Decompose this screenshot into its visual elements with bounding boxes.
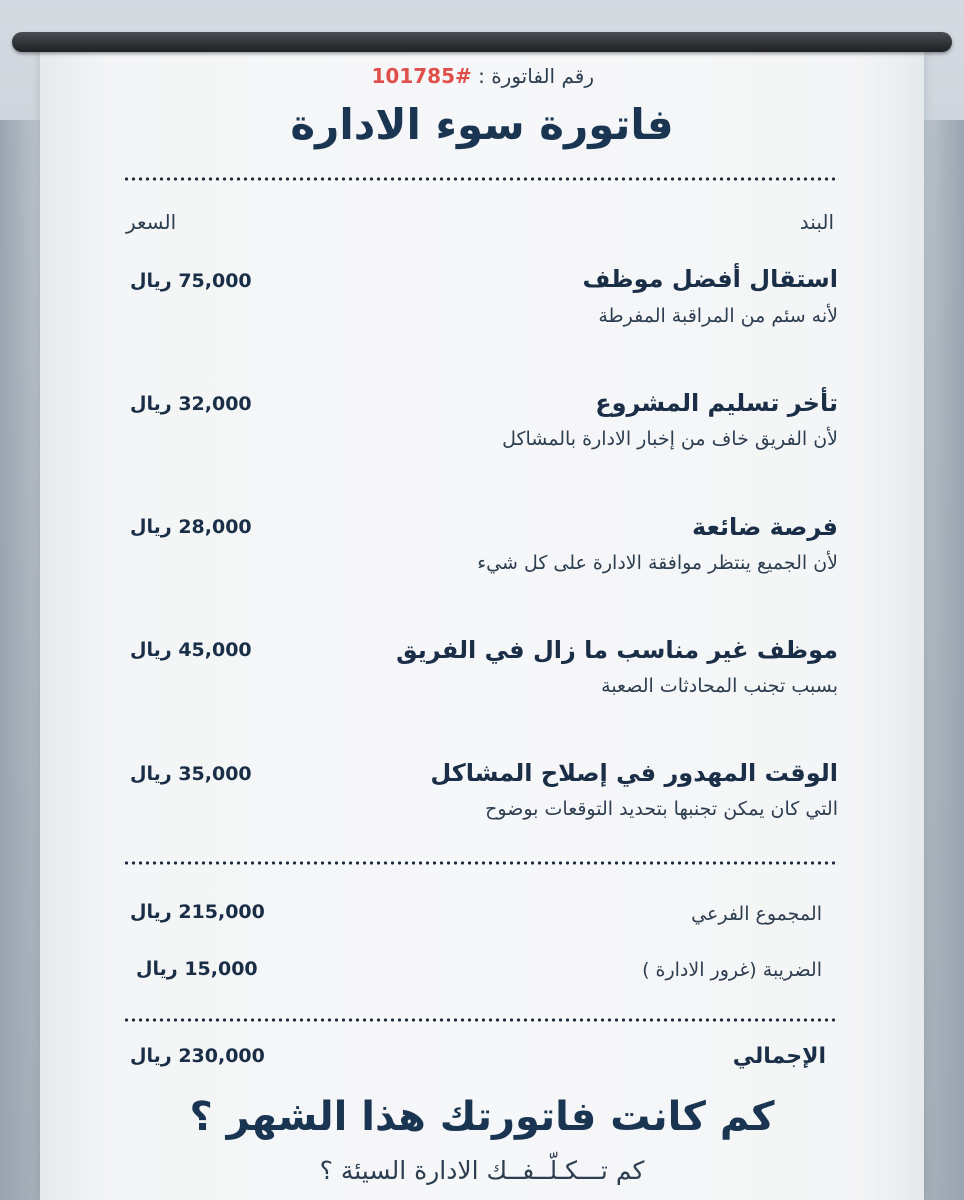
line-item-price: 28,000 ريال: [130, 516, 252, 538]
invoice-number-label: رقم الفاتورة :: [478, 64, 594, 88]
dotted-divider-middle: [123, 861, 839, 865]
tax-value: 15,000 ريال: [136, 958, 258, 980]
question-subheading: كم تـــكـلّــفــك الادارة السيئة ؟: [319, 1156, 645, 1185]
receipt-title: فاتورة سوء الادارة: [290, 100, 674, 149]
line-item-title: استقال أفضل موظف: [582, 265, 838, 293]
line-item-description: لأنه سئم من المراقبة المفرطة: [598, 305, 838, 327]
invoice-number: [371, 64, 594, 88]
total-label: الإجمالي: [732, 1044, 826, 1069]
line-item-description: لأن الجميع ينتظر موافقة الادارة على كل شيء: [477, 552, 838, 574]
line-item-price: 32,000 ريال: [130, 393, 252, 415]
column-header-item: البند: [799, 210, 834, 234]
line-item-price: 35,000 ريال: [130, 763, 252, 785]
subtotal-label: المجموع الفرعي: [691, 903, 822, 925]
dotted-divider-top: [123, 177, 839, 181]
line-item-title: تأخر تسليم المشروع: [595, 389, 838, 417]
question-heading: كم كانت فاتورتك هذا الشهر ؟: [189, 1094, 775, 1140]
line-item-description: بسبب تجنب المحادثات الصعبة: [601, 675, 838, 697]
line-item-title: موظف غير مناسب ما زال في الفريق: [396, 636, 838, 664]
printer-slot-bar: [12, 32, 952, 52]
line-item-price: 45,000 ريال: [130, 639, 252, 661]
dotted-divider-bottom: [123, 1018, 839, 1022]
subtotal-value: 215,000 ريال: [130, 901, 265, 923]
line-item-title: الوقت المهدور في إصلاح المشاكل: [430, 759, 838, 787]
receipt-paper: [40, 42, 924, 1200]
line-item-price: 75,000 ريال: [130, 270, 252, 292]
line-item-title: فرصة ضائعة: [691, 513, 838, 541]
total-value: 230,000 ريال: [130, 1045, 265, 1067]
tax-label: الضريبة (غرور الادارة ): [642, 959, 822, 981]
line-item-description: التي كان يمكن تجنبها بتحديد التوقعات بوضوح: [485, 798, 838, 820]
line-item-description: لأن الفريق خاف من إخبار الادارة بالمشاكل: [502, 428, 838, 450]
column-header-price: السعر: [126, 210, 177, 234]
invoice-number-value: 101785#: [371, 64, 472, 88]
